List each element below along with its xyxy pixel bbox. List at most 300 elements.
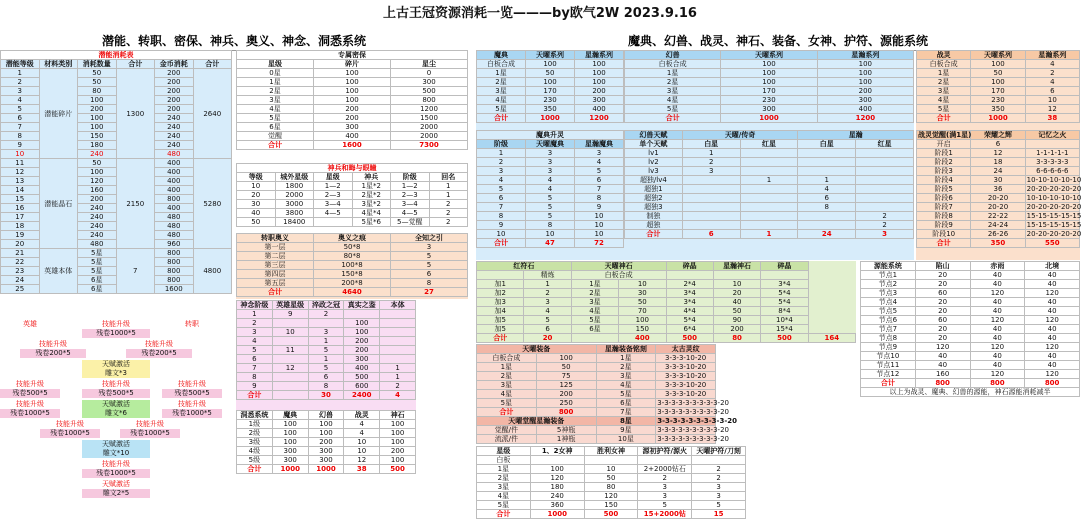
table-cell: 4: [1025, 78, 1079, 87]
table-row: [861, 307, 1080, 316]
skill-tree: [0, 320, 232, 510]
table-cell: 战灵: [917, 51, 971, 60]
table-cell: 200: [344, 346, 380, 355]
table-cell: 开启: [917, 140, 971, 149]
table-cell: 10: [619, 280, 666, 289]
table-cell: 1—2: [391, 182, 430, 191]
table-row: [625, 221, 914, 230]
table-cell: 800: [155, 267, 194, 276]
table-row: [477, 381, 716, 390]
table-cell: 240: [78, 204, 117, 213]
table-cell: 150: [619, 325, 666, 334]
table-cell: 300: [272, 456, 308, 465]
tree-node: 技能升级: [16, 380, 44, 388]
table-cell: 2: [380, 382, 416, 391]
table-cell: [856, 203, 914, 212]
table-cell: 16: [1, 204, 40, 213]
table-cell: 3-3-3-3-3-3-3-3-3-20: [657, 435, 729, 443]
table-cell: 2: [1, 78, 40, 87]
table-cell: 240: [155, 123, 194, 132]
table-total-row: [861, 379, 1080, 388]
table-row: [917, 212, 1080, 221]
table-row: [237, 78, 468, 87]
table-cell: [682, 185, 740, 194]
table-cell: 碎晶: [761, 262, 808, 271]
table-row: [477, 60, 624, 69]
table-cell: 5: [524, 316, 571, 325]
table-cell: 200: [155, 69, 194, 78]
table-row: [477, 149, 624, 158]
table-cell: 6: [524, 325, 571, 334]
table-cell: 第五层: [237, 279, 314, 288]
table-cell: 80: [713, 334, 760, 343]
table-cell: 200: [314, 105, 391, 114]
table-cell: 3-3-3-10-20: [656, 372, 716, 381]
table-cell: [1025, 140, 1079, 149]
table-cell: 72: [575, 239, 624, 248]
table-cell: 加5: [477, 316, 524, 325]
table-cell: 1600: [155, 285, 194, 294]
table-cell: 3星: [477, 483, 531, 492]
table-cell: 4星*4: [352, 209, 391, 218]
table-cell: 100: [530, 465, 584, 474]
table-cell: [856, 194, 914, 203]
table-cell: 合计: [237, 141, 314, 150]
table-cell: 2: [682, 158, 740, 167]
table-cell: 5星: [78, 258, 117, 267]
table-cell: 节点10: [861, 352, 916, 361]
table-cell: 3星: [477, 381, 537, 390]
table-cell: 8: [526, 221, 575, 230]
table-row: [625, 194, 914, 203]
table-cell: 240: [155, 114, 194, 123]
table-cell: 1: [380, 373, 416, 382]
table-total-row: [917, 114, 1080, 123]
table-cell: 10: [575, 230, 624, 239]
table-cell: 3: [638, 492, 692, 501]
table-cell: 800: [536, 408, 596, 417]
table-cell: 25: [1, 285, 40, 294]
table-row: [625, 158, 914, 167]
table-row: [477, 372, 716, 381]
table-cell: 480: [155, 213, 194, 222]
table-cell: 10: [344, 438, 380, 447]
table-cell: 47: [526, 239, 575, 248]
goddess-table: [476, 446, 746, 526]
table-cell: 4: [477, 176, 526, 185]
table-row: [237, 87, 468, 96]
table-cell: 120: [915, 343, 970, 352]
table-cell: 3星: [625, 87, 721, 96]
table-cell: 50: [971, 69, 1025, 78]
table-cell: 0星: [237, 69, 314, 78]
table-cell: 100: [78, 96, 117, 105]
table-row: [625, 203, 914, 212]
table-cell: 50*8: [314, 243, 391, 252]
table-cell: 10: [584, 465, 638, 474]
table-row: [861, 271, 1080, 280]
weapon-table: [236, 163, 468, 233]
table-row: [917, 194, 1080, 203]
table-cell: 5星: [596, 390, 656, 399]
table-cell: 20: [713, 289, 760, 298]
table-cell: [740, 167, 798, 176]
table-cell: [380, 310, 416, 319]
table-cell: 1200: [575, 114, 624, 123]
table-cell: 550: [1025, 239, 1079, 248]
table-cell: 阶段3: [917, 167, 971, 176]
spirit-star-table: [916, 130, 1080, 260]
table-cell: 8: [308, 382, 344, 391]
tree-node: 技能升级: [102, 320, 130, 328]
table-cell: 10: [344, 447, 380, 456]
table-cell: 10-10-10-10-10: [1026, 194, 1081, 202]
table-cell: 10: [272, 328, 308, 337]
table-cell: 10: [526, 230, 575, 239]
table-cell: 阶段1: [917, 149, 971, 158]
table-cell: [713, 271, 760, 280]
table-cell: [798, 149, 856, 158]
table-cell: 1000: [526, 114, 575, 123]
table-cell: 3800: [275, 209, 314, 218]
table-header-row: [237, 60, 468, 69]
table-cell: 5: [308, 364, 344, 373]
table-header-row: [625, 140, 914, 149]
table-row: [477, 78, 624, 87]
table-cell: 6星: [78, 285, 117, 294]
beast-table: [624, 50, 914, 130]
table-cell: 400: [155, 186, 194, 195]
table-cell: 300: [391, 78, 468, 87]
table-total-row: [625, 230, 914, 239]
tree-node: 残卷1000*5: [0, 409, 60, 418]
table-cell: 4—5: [314, 209, 353, 218]
table-cell: 1: [429, 182, 468, 191]
table-cell: [477, 271, 524, 280]
table-cell: 5星: [477, 105, 526, 114]
table-cell: 10: [1025, 96, 1079, 105]
table-cell: 30: [971, 176, 1025, 185]
table-title-row: [477, 131, 624, 140]
table-header-row: [237, 411, 416, 420]
table-cell: 本体: [380, 301, 416, 310]
tree-node: 残卷1000*5: [82, 469, 150, 478]
table-cell: 1星: [625, 69, 721, 78]
table-cell: 300: [721, 105, 817, 114]
table-cell: 30: [619, 289, 666, 298]
table-cell: 节点5: [861, 307, 916, 316]
table-cell: [682, 203, 740, 212]
table-cell: 节点3: [861, 289, 916, 298]
table-cell: 100: [721, 78, 817, 87]
tree-node: 雕文*6: [82, 409, 150, 418]
table-cell: 200: [536, 390, 596, 399]
table-cell: 2: [856, 212, 914, 221]
table-cell: 4: [1, 96, 40, 105]
table-cell: 5神瓶: [536, 426, 596, 435]
table-cell: 觉醒: [237, 132, 314, 141]
table-cell: 200: [308, 438, 344, 447]
table-cell: 2星: [477, 474, 531, 483]
table-row: [477, 96, 624, 105]
table-cell: 75: [536, 372, 596, 381]
table-cell: 6: [1025, 87, 1079, 96]
table-cell: [740, 194, 798, 203]
table-cell: 源能系统: [861, 262, 916, 271]
tree-node: 技能升级: [178, 400, 206, 408]
table-cell: 15-15-15-15-15: [1026, 221, 1081, 229]
secret-table: [236, 50, 468, 162]
tree-node: 英雄: [23, 320, 37, 328]
table-cell: 22-22: [971, 212, 1025, 221]
table-cell: 红星: [740, 140, 798, 149]
table-cell: 合计: [237, 465, 273, 474]
table-cell: 真实之鉴: [344, 301, 380, 310]
table-cell: 2级: [237, 429, 273, 438]
table-cell: [308, 319, 344, 328]
table-cell: [740, 185, 798, 194]
table-cell: 星级: [477, 447, 531, 456]
table-cell: 600: [344, 382, 380, 391]
rune-table: [476, 261, 856, 343]
table-cell: [692, 456, 746, 465]
table-cell: 2星: [625, 78, 721, 87]
table-row: [861, 334, 1080, 343]
table-cell: 6: [477, 194, 526, 203]
table-row: [477, 465, 746, 474]
table-cell: [740, 149, 798, 158]
table-cell: 4: [526, 185, 575, 194]
table-cell: 3: [692, 492, 746, 501]
table-cell: 合计: [237, 288, 314, 297]
left-panel: [0, 32, 468, 526]
table-cell: 潜能晶石: [39, 159, 78, 249]
table-header-row: [477, 262, 856, 271]
table-cell: 天曜神石: [571, 262, 666, 271]
table-total-row: [477, 510, 746, 519]
tree-node: 残卷1000*5: [40, 429, 100, 438]
table-cell: 100: [380, 438, 416, 447]
table-cell: 19: [1, 231, 40, 240]
table-cell: 12: [1, 168, 40, 177]
magic-up-table: [476, 130, 624, 260]
table-cell: 80*8: [314, 252, 391, 261]
table-cell: 白星: [682, 140, 740, 149]
table-row: [917, 96, 1080, 105]
table-row: [477, 390, 716, 399]
table-row: [237, 328, 416, 337]
table-cell: 超独1: [625, 185, 683, 194]
table-cell: 6星: [237, 123, 314, 132]
table-row: [625, 105, 914, 114]
table-cell: 5: [308, 346, 344, 355]
table-cell: 960: [155, 240, 194, 249]
table-cell: 50: [78, 78, 117, 87]
table-cell: 1: [429, 191, 468, 200]
table-cell: 480: [155, 222, 194, 231]
table-cell: 2+2000钻石: [638, 465, 692, 474]
table-cell: [798, 167, 856, 176]
table-cell: 星瀚: [798, 131, 914, 140]
table-cell: 6星: [78, 276, 117, 285]
table-cell: [798, 221, 856, 230]
table-cell: 21: [1, 249, 40, 258]
table-cell: 1星: [477, 69, 526, 78]
table-cell: 480: [155, 231, 194, 240]
table-cell: 1星: [477, 363, 537, 372]
table-cell: 120: [584, 492, 638, 501]
table-cell: 120: [970, 370, 1025, 379]
table-cell: 赤雨: [970, 262, 1025, 271]
table-cell: 24: [798, 230, 856, 239]
table-cell: [380, 337, 416, 346]
table-row: [477, 87, 624, 96]
table-cell: 6-6-6-6-6: [1025, 167, 1079, 176]
table-row: [237, 69, 468, 78]
table-cell: 500: [666, 334, 713, 343]
table-cell: 20-20-20-20-20: [1026, 203, 1081, 211]
table-cell: 幻兽: [308, 411, 344, 420]
table-cell: 白板合成: [477, 354, 537, 363]
table-cell: [380, 355, 416, 364]
table-row: [861, 289, 1080, 298]
table-cell: 7300: [391, 141, 468, 150]
table-cell: 40: [970, 271, 1025, 280]
table-cell: 2: [1025, 69, 1079, 78]
table-cell: 100: [817, 69, 913, 78]
table-cell: 100: [721, 60, 817, 69]
source-table: [860, 261, 1080, 411]
table-total-row: [477, 239, 624, 248]
table-cell: 5: [526, 194, 575, 203]
tree-node: 雕文*10: [82, 449, 150, 458]
table-cell: 150: [78, 132, 117, 141]
table-row: [477, 105, 624, 114]
tree-node: 天赋激活: [102, 480, 130, 488]
table-header-row: [917, 131, 1080, 140]
table-cell: 红星: [856, 140, 914, 149]
table-row: [477, 289, 856, 298]
table-row: [625, 176, 914, 185]
table-cell: 金币消耗: [155, 60, 194, 69]
table-cell: 2星*2: [352, 191, 391, 200]
table-cell: 阶段4: [917, 176, 971, 185]
table-cell: 3星: [596, 372, 656, 381]
tree-node: 天赋激活: [82, 360, 150, 369]
table-cell: 15-15-15-15-15: [1026, 212, 1081, 220]
table-cell: 40: [237, 209, 276, 218]
table-row: [917, 60, 1080, 69]
table-cell: 1800: [275, 182, 314, 191]
table-cell: 7: [575, 185, 624, 194]
table-cell: 400: [155, 168, 194, 177]
table-row: [625, 96, 914, 105]
table-cell: 40: [970, 280, 1025, 289]
table-header-row: [625, 51, 914, 60]
table-cell: 5: [1, 105, 40, 114]
table-cell: 125: [536, 381, 596, 390]
table-row: [237, 346, 416, 355]
table-row: [625, 69, 914, 78]
table-cell: 6星: [571, 325, 618, 334]
table-cell: 2星: [477, 78, 526, 87]
table-cell: 100: [314, 78, 391, 87]
table-row: [1, 159, 232, 168]
table-cell: 200: [155, 105, 194, 114]
table-cell: 20: [915, 334, 970, 343]
table-cell: [856, 167, 914, 176]
table-cell: 170: [721, 87, 817, 96]
table-subtitle-row: [477, 417, 716, 426]
table-cell: 120: [970, 343, 1025, 352]
spirit-table: [916, 50, 1080, 130]
table-row: [477, 176, 624, 185]
table-cell: 164: [808, 334, 855, 343]
table-cell: 城外星级: [275, 173, 314, 182]
table-cell: [530, 456, 584, 465]
table-row: [1, 69, 232, 78]
table-cell: 50: [78, 159, 117, 168]
table-cell: 5星: [78, 249, 117, 258]
table-row: [477, 456, 746, 465]
table-cell: 1: [740, 230, 798, 239]
table-cell: [314, 218, 353, 227]
table-cell: 240: [155, 132, 194, 141]
table-cell: 40: [1025, 307, 1080, 316]
table-cell: 5: [526, 212, 575, 221]
table-cell: 1: [237, 310, 273, 319]
table-cell: [740, 221, 798, 230]
table-cell: 200: [817, 87, 913, 96]
table-cell: 节点1: [861, 271, 916, 280]
tree-node: 残卷200*5: [20, 349, 86, 358]
table-cell: 20-20-20-20-20: [1026, 230, 1081, 238]
tree-node: 技能升级: [145, 340, 173, 348]
table-cell: 第三层: [237, 261, 314, 270]
table-cell: 100: [344, 319, 380, 328]
table-cell: 1000: [971, 114, 1025, 123]
table-cell: 50: [536, 363, 596, 372]
table-cell: 100: [78, 168, 117, 177]
table-cell: 15: [1, 195, 40, 204]
table-cell: 3-3-3-3-3-3-3-3-3-20: [657, 399, 729, 407]
table-cell: 星级: [314, 173, 353, 182]
table-cell: 6: [391, 270, 468, 279]
table-cell: 240: [78, 213, 117, 222]
table-cell: 2: [524, 289, 571, 298]
table-cell: 170: [526, 87, 575, 96]
right-panel-header: 魔典、幻兽、战灵、神石、装备、女神、护符、源能系统: [476, 32, 1080, 51]
table-cell: 50: [713, 307, 760, 316]
table-row: [237, 218, 468, 227]
table-row: [477, 354, 716, 363]
table-cell: 15+2000钻: [638, 510, 692, 519]
table-cell: 240: [530, 492, 584, 501]
table-cell: 5星: [917, 105, 971, 114]
table-cell: 100: [721, 69, 817, 78]
table-cell: 5: [575, 167, 624, 176]
table-cell: 100: [817, 78, 913, 87]
table-cell: 300: [575, 96, 624, 105]
table-cell: 星级: [237, 60, 314, 69]
table-cell: 2640: [193, 69, 232, 159]
table-cell: 1: [477, 149, 526, 158]
table-cell: [380, 319, 416, 328]
table-cell: 天曜/传奇: [682, 131, 798, 140]
table-cell: 6*4: [666, 325, 713, 334]
table-row: [237, 279, 468, 288]
table-cell: 3星: [571, 298, 618, 307]
